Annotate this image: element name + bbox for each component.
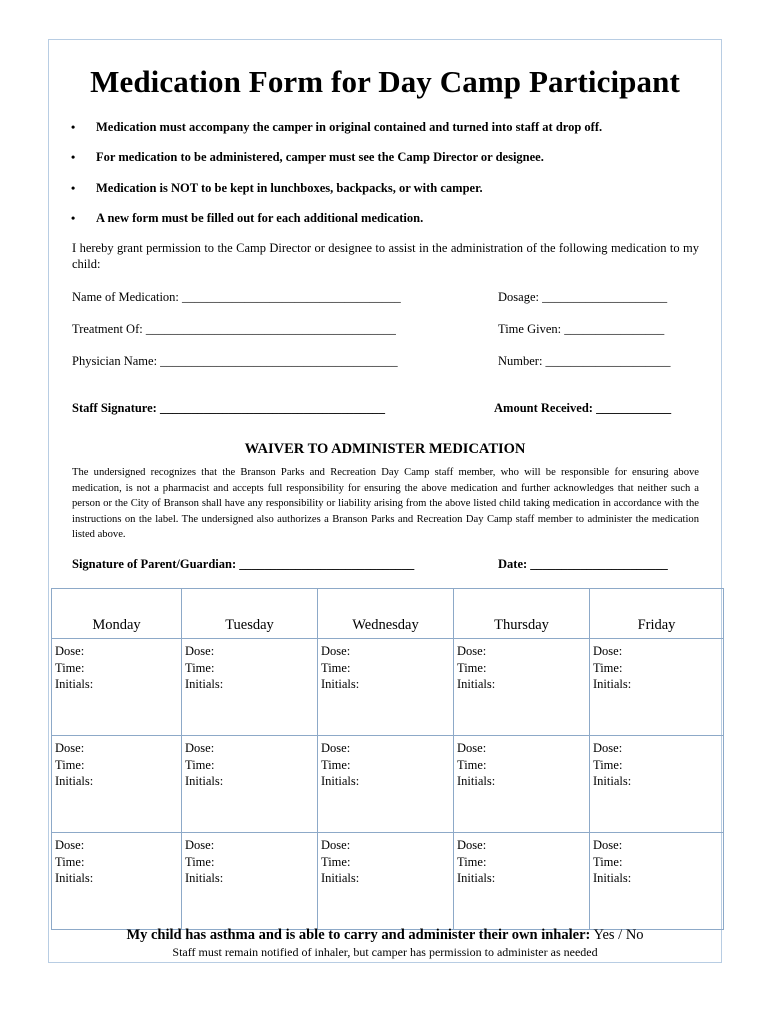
- schedule-cell-line: Initials:: [321, 774, 360, 788]
- schedule-cell[interactable]: [454, 736, 590, 833]
- medication-name-field[interactable]: Name of Medication: ___________________________________: [72, 290, 401, 304]
- schedule-cell-line: Time:: [55, 757, 85, 772]
- schedule-cell-line: Dose:: [185, 741, 215, 755]
- schedule-cell-line: Time:: [185, 854, 215, 869]
- schedule-cell-line: Dose:: [321, 838, 351, 852]
- schedule-cell-line: Time:: [321, 854, 351, 869]
- date-field[interactable]: Date: ______________________: [498, 557, 668, 571]
- time-given-field[interactable]: Time Given: ________________: [498, 322, 665, 336]
- schedule-cell-line: Initials:: [457, 774, 496, 788]
- schedule-cell[interactable]: [52, 736, 182, 833]
- schedule-cell-line: Dose:: [593, 741, 623, 755]
- schedule-cell[interactable]: [318, 833, 454, 930]
- schedule-cell-line: Initials:: [321, 871, 360, 885]
- schedule-cell[interactable]: [318, 736, 454, 833]
- schedule-cell[interactable]: [52, 833, 182, 930]
- schedule-cell-line: Time:: [457, 757, 487, 772]
- schedule-cell-line: Initials:: [593, 871, 632, 885]
- schedule-cell-line: Initials:: [457, 871, 496, 885]
- schedule-cell-line: Initials:: [185, 871, 224, 885]
- waiver-text: The undersigned recognizes that the Branson Parks and Recreation Day Camp staff member, who will be responsible for ensuring above medication, is not a pharmacist and accepts full responsibility for ensuring the above medication and further acknowledges that neither such a person or the City of Branson shall have any responsibility or liability arising from the above listed child taking medication in accordance with the instructions on the label. The undersigned also authorizes a Branson Parks and Recreation Day Camp staff member to administer the medication listed above.: [72, 467, 699, 540]
- schedule-cell-line: Time:: [185, 660, 215, 675]
- day-header-tuesday: Tuesday: [182, 589, 318, 639]
- schedule-header-row: [52, 589, 724, 639]
- schedule-cell[interactable]: [590, 736, 724, 833]
- schedule-cell-line: Dose:: [55, 741, 85, 755]
- bullet-icon: •: [71, 181, 76, 195]
- schedule-row: [52, 736, 724, 833]
- day-header-friday: Friday: [590, 589, 724, 639]
- parent-signature-field[interactable]: Signature of Parent/Guardian: ____________________________: [72, 557, 415, 571]
- schedule-cell-line: Initials:: [593, 677, 632, 691]
- schedule-cell-line: Time:: [55, 660, 85, 675]
- schedule-cell[interactable]: [590, 639, 724, 736]
- asthma-question-text: My child has asthma and is able to carry and administer their own inhaler:: [126, 927, 591, 943]
- asthma-question: [49, 927, 721, 944]
- day-header-monday: Monday: [52, 589, 182, 639]
- schedule-cell[interactable]: [182, 639, 318, 736]
- schedule-cell[interactable]: [318, 639, 454, 736]
- schedule-cell-line: Initials:: [185, 677, 224, 691]
- schedule-cell-line: Dose:: [593, 838, 623, 852]
- schedule-cell-line: Dose:: [321, 644, 351, 658]
- schedule-cell[interactable]: [454, 639, 590, 736]
- schedule-cell-line: Time:: [593, 854, 623, 869]
- asthma-yes-no-options[interactable]: Yes / No: [593, 927, 644, 943]
- schedule-cell-line: Initials:: [55, 677, 94, 691]
- medication-schedule-table: [51, 588, 724, 930]
- bullet-text: A new form must be filled out for each additional medication.: [96, 211, 424, 225]
- schedule-cell-line: Initials:: [55, 871, 94, 885]
- schedule-cell[interactable]: [182, 833, 318, 930]
- schedule-cell-line: Initials:: [457, 677, 496, 691]
- schedule-cell-line: Time:: [457, 854, 487, 869]
- bullet-icon: •: [71, 120, 76, 134]
- schedule-cell-line: Dose:: [457, 838, 487, 852]
- form-title: Medication Form for Day Camp Participant: [90, 64, 680, 99]
- schedule-cell-line: Dose:: [321, 741, 351, 755]
- schedule-cell-line: Dose:: [185, 838, 215, 852]
- schedule-cell-line: Time:: [185, 757, 215, 772]
- bullet-text: Medication is NOT to be kept in lunchboxes, backpacks, or with camper.: [96, 181, 483, 195]
- treatment-of-field[interactable]: Treatment Of: ________________________________________: [72, 322, 396, 336]
- day-header-thursday: Thursday: [454, 589, 590, 639]
- bullet-icon: •: [71, 150, 76, 164]
- schedule-cell[interactable]: [590, 833, 724, 930]
- inhaler-note: Staff must remain notified of inhaler, but camper has permission to administer as needed: [172, 945, 598, 959]
- schedule-cell[interactable]: [52, 639, 182, 736]
- schedule-cell-line: Dose:: [593, 644, 623, 658]
- day-header-wednesday: Wednesday: [318, 589, 454, 639]
- staff-signature-field[interactable]: Staff Signature: ____________________________________: [72, 401, 385, 415]
- permission-statement: I hereby grant permission to the Camp Director or designee to assist in the administration of the following medication to my child:: [72, 241, 699, 271]
- waiver-title: WAIVER TO ADMINISTER MEDICATION: [244, 441, 526, 457]
- schedule-cell-line: Dose:: [457, 644, 487, 658]
- schedule-cell-line: Time:: [321, 660, 351, 675]
- schedule-cell-line: Dose:: [55, 644, 85, 658]
- amount-received-field[interactable]: Amount Received: ____________: [494, 401, 672, 415]
- schedule-cell-line: Dose:: [55, 838, 85, 852]
- schedule-row: [52, 833, 724, 930]
- schedule-cell[interactable]: [454, 833, 590, 930]
- schedule-cell-line: Time:: [593, 660, 623, 675]
- physician-name-field[interactable]: Physician Name: ______________________________________: [72, 354, 398, 368]
- bullet-icon: •: [71, 211, 76, 225]
- schedule-cell-line: Initials:: [185, 774, 224, 788]
- schedule-cell-line: Dose:: [185, 644, 215, 658]
- dosage-field[interactable]: Dosage: ____________________: [498, 290, 668, 304]
- number-field[interactable]: Number: ____________________: [498, 354, 671, 368]
- bullet-text: For medication to be administered, camper must see the Camp Director or designee.: [96, 150, 544, 164]
- schedule-cell-line: Initials:: [55, 774, 94, 788]
- form-page: [48, 39, 722, 963]
- bullet-text: Medication must accompany the camper in original contained and turned into staff at drop off.: [96, 120, 603, 134]
- schedule-cell-line: Time:: [321, 757, 351, 772]
- schedule-cell-line: Time:: [457, 660, 487, 675]
- schedule-cell-line: Initials:: [321, 677, 360, 691]
- schedule-row: [52, 639, 724, 736]
- schedule-cell-line: Dose:: [457, 741, 487, 755]
- schedule-cell-line: Initials:: [593, 774, 632, 788]
- schedule-cell[interactable]: [182, 736, 318, 833]
- schedule-cell-line: Time:: [55, 854, 85, 869]
- schedule-cell-line: Time:: [593, 757, 623, 772]
